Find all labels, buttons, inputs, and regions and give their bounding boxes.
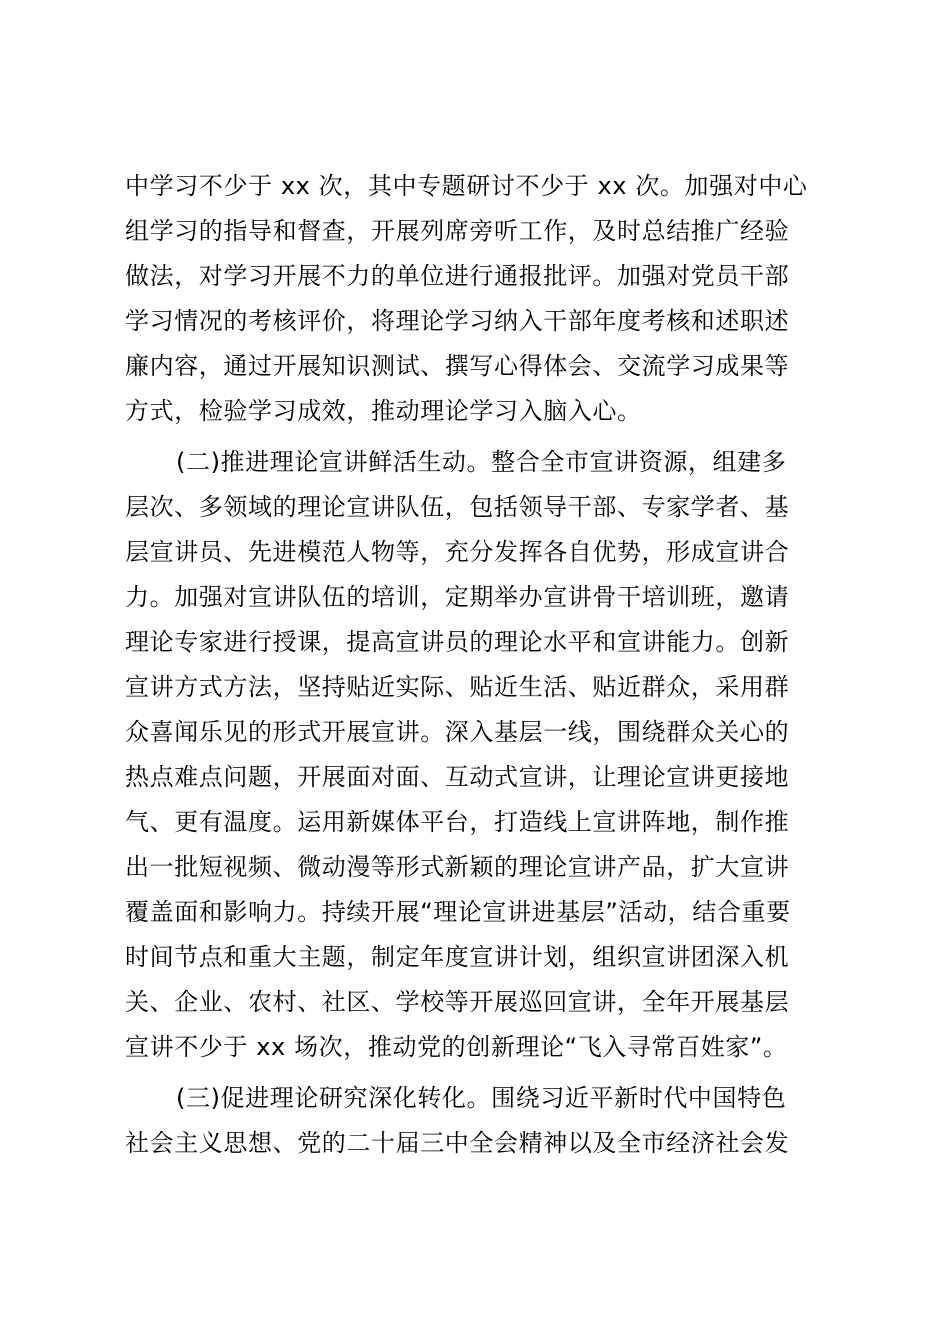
text-line: 学习情况的考核评价，将理论学习纳入干部年度考核和述职述 xyxy=(125,307,790,335)
text-line: 宣讲不少于 xx 场次，推动党的创新理论“飞入寻常百姓家”。 xyxy=(125,1033,788,1061)
text-line: 层宣讲员、先进模范人物等，充分发挥各自优势，形成宣讲合 xyxy=(125,538,790,566)
text-line: (二)推进理论宣讲鲜活生动。整合全市宣讲资源，组建多 xyxy=(176,448,787,476)
text-line: 层次、多领域的理论宣讲队伍，包括领导干部、专家学者、基 xyxy=(125,493,790,521)
text-line: 热点难点问题，开展面对面、互动式宣讲，让理论宣讲更接地 xyxy=(125,763,790,791)
text-line: 时间节点和重大主题，制定年度宣讲计划，组织宣讲团深入机 xyxy=(125,943,790,971)
text-line: 力。加强对宣讲队伍的培训，定期举办宣讲骨干培训班，邀请 xyxy=(125,583,790,611)
text-line: 社会主义思想、党的二十届三中全会精神以及全市经济社会发 xyxy=(125,1129,790,1157)
text-line: 宣讲方式方法，坚持贴近实际、贴近生活、贴近群众，采用群 xyxy=(125,673,790,701)
document-body xyxy=(125,164,825,1166)
text-line: 理论专家进行授课，提高宣讲员的理论水平和宣讲能力。创新 xyxy=(125,628,790,656)
paragraph-1 xyxy=(125,164,825,434)
text-line: 组学习的指导和督查，开展列席旁听工作，及时总结推广经验 xyxy=(125,217,790,245)
text-line: (三)促进理论研究深化转化。围绕习近平新时代中国特色 xyxy=(176,1084,787,1112)
text-line: 覆盖面和影响力。持续开展“理论宣讲进基层”活动，结合重要 xyxy=(125,898,791,926)
text-line: 关、企业、农村、社区、学校等开展巡回宣讲，全年开展基层 xyxy=(125,988,790,1016)
text-line: 做法，对学习开展不力的单位进行通报批评。加强对党员干部 xyxy=(125,262,790,290)
paragraph-2 xyxy=(125,440,825,1070)
text-line: 中学习不少于 xx 次，其中专题研讨不少于 xx 次。加强对中心 xyxy=(125,172,808,200)
text-line: 众喜闻乐见的形式开展宣讲。深入基层一线，围绕群众关心的 xyxy=(125,718,790,746)
paragraph-3 xyxy=(125,1076,825,1166)
text-line: 气、更有温度。运用新媒体平台，打造线上宣讲阵地，制作推 xyxy=(125,808,790,836)
text-line: 廉内容，通过开展知识测试、撰写心得体会、交流学习成果等 xyxy=(125,352,790,380)
text-line: 方式，检验学习成效，推动理论学习入脑入心。 xyxy=(125,397,642,425)
text-line: 出一批短视频、微动漫等形式新颖的理论宣讲产品，扩大宣讲 xyxy=(125,853,790,881)
